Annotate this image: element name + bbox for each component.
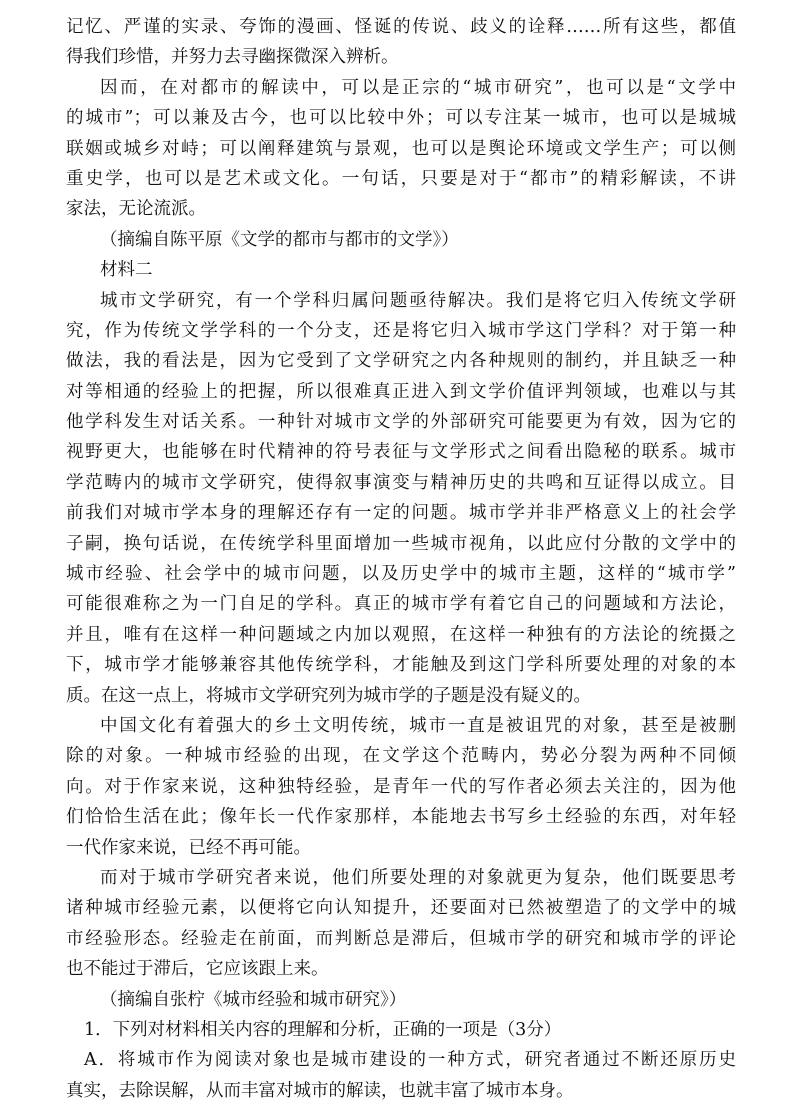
text-line: 中国文化有着强大的乡土文明传统，城市一直是被诅咒的对象，甚至是被删 bbox=[100, 715, 736, 736]
question-stem: 1．下列对材料相关内容的理解和分析，正确的一项是（3分） bbox=[84, 1019, 562, 1040]
text-line: 市经验形态。经验走在前面，而判断总是滞后，但城市学的研究和城市学的评论 bbox=[66, 928, 736, 949]
text-line: 联姻或城乡对峙；可以阐释建筑与景观，也可以是舆论环境或文学生产；可以侧 bbox=[66, 138, 736, 159]
text-line: 并且，唯有在这样一种问题域之内加以观照，在这样一种独有的方法论的统摄之 bbox=[66, 624, 736, 645]
source-citation: （摘编自陈平原《文学的都市与都市的文学》） bbox=[100, 229, 459, 250]
source-citation: （摘编自张柠《城市经验和城市研究》） bbox=[100, 989, 407, 1010]
text-line: 向。对于作家来说，这种独特经验，是青年一代的写作者必须去关注的，因为他 bbox=[66, 776, 736, 797]
text-line: 因而，在对都市的解读中，可以是正宗的“城市研究”，也可以是“文学中 bbox=[100, 77, 736, 98]
text-line: 诸种城市经验元素，以便将它向认知提升，还要面对已然被塑造了的文学中的城 bbox=[66, 898, 736, 919]
answer-option: A．将城市作为阅读对象也是城市建设的一种方式，研究者通过不断还原历史 bbox=[84, 1050, 736, 1071]
text-line: 对等相通的经验上的把握，所以很难真正进入到文学价值评判领域，也难以与其 bbox=[66, 381, 736, 402]
text-line: 下，城市学才能够兼容其他传统学科，才能触及到这门学科所要处理的对象的本 bbox=[66, 655, 736, 676]
text-line: 前我们对城市学本身的理解还存有一定的问题。城市学并非严格意义上的社会学 bbox=[66, 503, 736, 524]
text-line: 而对于城市学研究者来说，他们所要处理的对象就更为复杂，他们既要思考 bbox=[100, 867, 736, 888]
text-line: 视野更大，也能够在时代精神的符号表征与文学形式之间看出隐秘的联系。城市 bbox=[66, 442, 736, 463]
text-line: 得我们珍惜，并努力去寻幽探微深入辨析。 bbox=[66, 47, 399, 68]
text-line: 可能很难称之为一门自足的学科。真正的城市学有着它自己的问题域和方法论， bbox=[66, 594, 736, 615]
text-line: 记忆、严谨的实录、夸饰的漫画、怪诞的传说、歧义的诠释……所有这些，都值 bbox=[66, 17, 736, 37]
text-line: 学范畴内的城市文学研究，使得叙事演变与精神历史的共鸣和互证得以成立。目 bbox=[66, 472, 736, 493]
text-line: 他学科发生对话关系。一种针对城市文学的外部研究可能要更为有效，因为它的 bbox=[66, 412, 736, 433]
text-line: 城市经验、社会学中的城市问题，以及历史学中的城市主题，这样的“城市学” bbox=[66, 564, 736, 585]
text-line: 重史学，也可以是艺术或文化。一句话，只要是对于“都市”的精彩解读，不讲 bbox=[66, 168, 736, 189]
text-line: 城市文学研究，有一个学科归属问题亟待解决。我们是将它归入传统文学研 bbox=[100, 290, 736, 311]
answer-option: 真实，去除误解，从而丰富对城市的解读，也就丰富了城市本身。 bbox=[66, 1080, 574, 1101]
text-line: 做法，我的看法是，因为它受到了文学研究之内各种规则的制约，并且缺乏一种 bbox=[66, 351, 736, 372]
text-line: 家法，无论流派。 bbox=[66, 199, 206, 220]
text-line: 也不能过于滞后，它应该跟上来。 bbox=[66, 959, 329, 980]
text-line: 质。在这一点上，将城市文学研究列为城市学的子题是没有疑义的。 bbox=[66, 685, 591, 706]
text-line: 除的对象。一种城市经验的出现，在文学这个范畴内，势必分裂为两种不同倾 bbox=[66, 746, 736, 767]
text-line: 们恰恰生活在此；像年长一代作家那样，本能地去书写乡土经验的东西，对年轻 bbox=[66, 807, 736, 828]
text-line: 究，作为传统文学学科的一个分支，还是将它归入城市学这门学科？对于第一种 bbox=[66, 320, 736, 341]
text-line: 一代作家来说，已经不再可能。 bbox=[66, 837, 311, 858]
text-line: 的城市”；可以兼及古今，也可以比较中外；可以专注某一城市，也可以是城城 bbox=[66, 108, 736, 129]
section-heading: 材料二 bbox=[100, 260, 153, 281]
text-line: 子嗣，换句话说，在传统学科里面增加一些城市视角，以此应付分散的文学中的 bbox=[66, 533, 736, 554]
